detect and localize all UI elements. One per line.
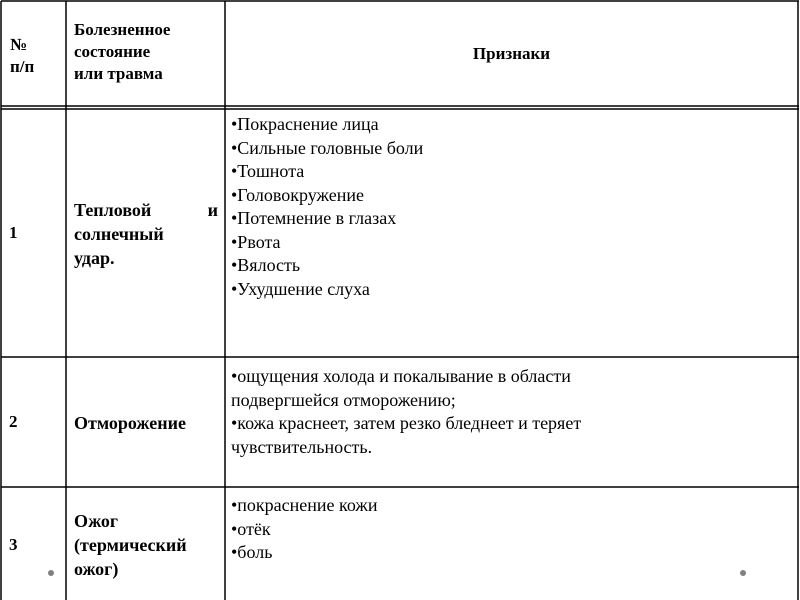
row-2-condition: Отморожение xyxy=(74,413,186,433)
row-1-condition-line3: удар. xyxy=(74,248,115,268)
row-1-condition-line1 xyxy=(74,198,218,222)
row-1-signs xyxy=(231,113,423,301)
resize-handle-left[interactable] xyxy=(48,570,54,576)
row-1-num: 1 xyxy=(9,223,18,242)
header-signs: Признаки xyxy=(472,44,551,63)
list-item: •Сильные головные боли xyxy=(231,137,424,158)
header-num xyxy=(10,34,62,78)
header-condition xyxy=(74,19,222,85)
list-item: подвергшейся отморожению; xyxy=(231,389,456,410)
header-condition-line1: Болезненное xyxy=(74,20,171,39)
list-item: •Ухудшение слуха xyxy=(231,278,370,299)
list-item: •Потемнение в глазах xyxy=(231,208,397,228)
list-item: •Тошнота xyxy=(231,161,305,181)
list-item: •отёк xyxy=(231,518,271,539)
list-item: •Головокружение xyxy=(231,184,364,205)
row-1-condition-word2: и xyxy=(207,200,218,220)
resize-handle-right[interactable] xyxy=(740,570,746,576)
list-item: •покраснение кожи xyxy=(231,495,378,515)
row-1-condition xyxy=(74,198,218,270)
list-item: •Покраснение лица xyxy=(231,114,379,134)
row-1-condition-word1: Тепловой xyxy=(74,200,152,220)
row-3-num: 3 xyxy=(9,535,18,554)
row-1-condition-line2: солнечный xyxy=(74,224,164,244)
row-2-signs xyxy=(231,365,581,459)
header-condition-line2: состояние xyxy=(74,42,151,61)
row-3-condition-line2: (термический xyxy=(74,535,187,555)
list-item: •боль xyxy=(231,542,273,562)
row-3-condition-line3: ожог) xyxy=(74,559,119,579)
row-3-condition-line1: Ожог xyxy=(74,511,118,531)
header-condition-line3: или травма xyxy=(74,64,163,83)
list-item: •Вялость xyxy=(231,255,301,275)
row-3-condition xyxy=(74,509,224,581)
header-num-line1: № xyxy=(10,35,28,54)
row-2-num: 2 xyxy=(9,412,18,431)
list-item: •ощущения холода и покалывание в области xyxy=(231,366,571,386)
list-item: •кожа краснеет, затем резко бледнеет и теряет xyxy=(231,413,582,433)
row-3-signs xyxy=(231,494,378,565)
list-item: •Рвота xyxy=(231,231,281,252)
header-num-line2: п/п xyxy=(10,57,35,76)
list-item: чувствительность. xyxy=(231,436,373,457)
